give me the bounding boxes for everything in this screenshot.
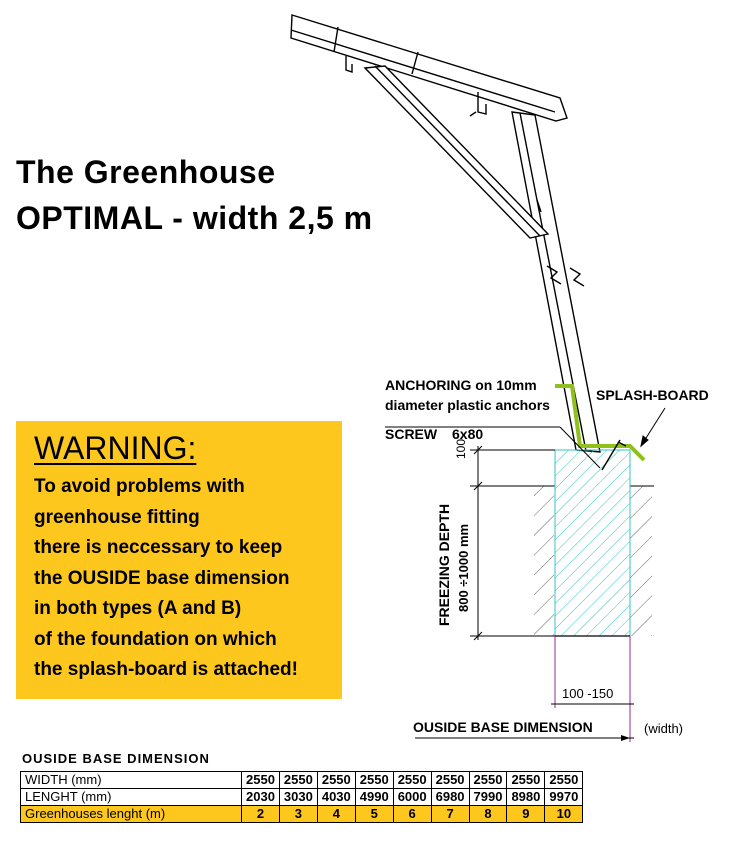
table-cell: 4990 [355,789,393,806]
warning-line: greenhouse fitting [34,506,200,528]
warning-line: there is neccessary to keep [34,537,283,559]
table-cell: 2550 [355,772,393,789]
table-cell: 8 [469,806,507,823]
table-cell: 7990 [469,789,507,806]
dim-100-label: 100 [454,438,468,459]
roof-beam [291,15,567,121]
page-title-line-2: OPTIMAL - width 2,5 m [16,200,373,236]
width-note-label: (width) [644,721,684,736]
warning-line: the OUSIDE base dimension [34,567,290,589]
anchoring-label-2: diameter plastic anchors [385,397,550,413]
table-cell: 2550 [469,772,507,789]
warning-text [34,472,342,686]
warning-line: of the foundation on which [34,628,277,650]
row-label: LENGHT (mm) [21,789,242,806]
table-cell: 2550 [242,772,280,789]
table-cell: 3 [279,806,317,823]
table-cell: 2550 [507,772,545,789]
table-cell: 2550 [279,772,317,789]
anchoring-label-1: ANCHORING on 10mm [385,377,537,393]
table-cell: 9 [507,806,545,823]
table-cell: 2550 [431,772,469,789]
warning-line: the splash-board is attached! [34,659,298,681]
table-cell: 2550 [545,772,583,789]
table-cell: 4 [317,806,355,823]
screw-label: SCREW [385,426,438,442]
table-row-width [21,772,583,789]
table-cell: 7 [431,806,469,823]
width-range-label: 100 -150 [562,686,614,701]
row-label: WIDTH (mm) [21,772,242,789]
table-cell: 2 [242,806,280,823]
table-cell: 9970 [545,789,583,806]
dimension-table [20,771,583,823]
table-cell: 6980 [431,789,469,806]
table-cell: 2550 [317,772,355,789]
table-cell: 8980 [507,789,545,806]
warning-box [16,421,342,699]
freezing-depth-label: FREEZING DEPTH [436,503,452,626]
table-title: OUSIDE BASE DIMENSION [22,751,210,766]
table-cell: 4030 [317,789,355,806]
table-cell: 6000 [393,789,431,806]
table-cell: 5 [355,806,393,823]
page-title-line-1: The Greenhouse [16,154,276,190]
freezing-range-label: 800 ÷1000 mm [456,523,471,612]
table-cell: 2550 [393,772,431,789]
row-label: Greenhouses lenght (m) [21,806,242,823]
table-cell: 10 [545,806,583,823]
splash-board-label: SPLASH-BOARD [596,387,709,403]
table-row-greenhouse-length [21,806,583,823]
concrete-foundation [555,450,630,636]
table-cell: 3030 [279,789,317,806]
warning-line: To avoid problems with [34,476,245,498]
base-dimension-label: OUSIDE BASE DIMENSION [413,719,593,735]
table-row-length [21,789,583,806]
table-cell: 6 [393,806,431,823]
warning-line: in both types (A and B) [34,598,242,620]
warning-title: WARNING: [34,430,197,466]
table-cell: 2030 [242,789,280,806]
screw-size-label: 6x80 [452,426,484,442]
